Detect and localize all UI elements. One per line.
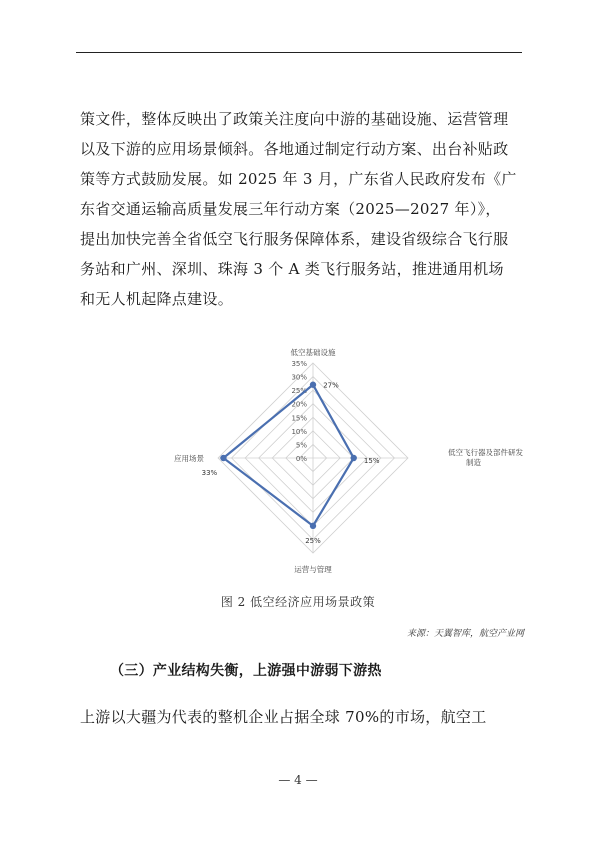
radar-tick-label: 5% bbox=[295, 441, 307, 450]
radar-value-label: 33% bbox=[201, 469, 218, 477]
radar-axis-label: 低空基础设施 bbox=[290, 348, 336, 357]
section-heading: （三）产业结构失衡，上游强中游弱下游热 bbox=[110, 663, 382, 679]
body-paragraph-2 bbox=[80, 702, 524, 732]
radar-data-point bbox=[310, 523, 316, 529]
radar-chart bbox=[160, 340, 523, 574]
radar-value-label: 25% bbox=[305, 536, 321, 545]
radar-data-point bbox=[310, 382, 316, 388]
paragraph-line: 和无人机起降点建设。 bbox=[80, 290, 234, 308]
radar-tick-label: 20% bbox=[291, 400, 307, 409]
radar-value-label: 27% bbox=[323, 381, 339, 390]
radar-tick-label: 35% bbox=[291, 360, 307, 368]
radar-tick-label: 15% bbox=[291, 414, 307, 423]
radar-chart-svg bbox=[160, 340, 523, 574]
radar-data-point bbox=[351, 455, 357, 461]
paragraph-line: 策等方式鼓励发展。如 2025 年 3 月，广东省人民政府发布《广 bbox=[80, 170, 517, 188]
source-note: 来源：天翼智库，航空产业网 bbox=[406, 629, 524, 639]
radar-axis-label: 应用场景 bbox=[174, 454, 204, 463]
header-rule bbox=[76, 52, 522, 53]
radar-tick-label: 10% bbox=[291, 427, 307, 436]
paragraph-line: 上游以大疆为代表的整机企业占据全球 70%的市场，航空工 bbox=[80, 708, 487, 726]
paragraph-line: 提出加快完善全省低空飞行服务保障体系，建设省级综合飞行服 bbox=[80, 230, 509, 248]
radar-value-label: 15% bbox=[363, 457, 380, 465]
paragraph-line: 策文件，整体反映出了政策关注度向中游的基础设施、运营管理 bbox=[80, 110, 509, 128]
paragraph-line: 务站和广州、深圳、珠海 3 个 A 类飞行服务站，推进通用机场 bbox=[80, 260, 504, 278]
figure-caption: 图 2 低空经济应用场景政策 bbox=[220, 595, 376, 609]
page-number: — 4 — bbox=[278, 773, 318, 787]
radar-axis-label: 低空飞行器及部件研发制造 bbox=[448, 448, 523, 467]
body-paragraph-1 bbox=[80, 104, 524, 314]
radar-tick-label: 25% bbox=[291, 387, 307, 396]
radar-tick-label: 30% bbox=[291, 373, 307, 382]
paragraph-line: 东省交通运输高质量发展三年行动方案（2025—2027 年）》， bbox=[80, 200, 501, 218]
radar-data-point bbox=[220, 455, 226, 461]
radar-tick-label: 0% bbox=[295, 455, 307, 463]
radar-axis-label: 运营与管理 bbox=[294, 565, 332, 574]
paragraph-line: 以及下游的应用场景倾斜。各地通过制定行动方案、出台补贴政 bbox=[80, 140, 509, 158]
